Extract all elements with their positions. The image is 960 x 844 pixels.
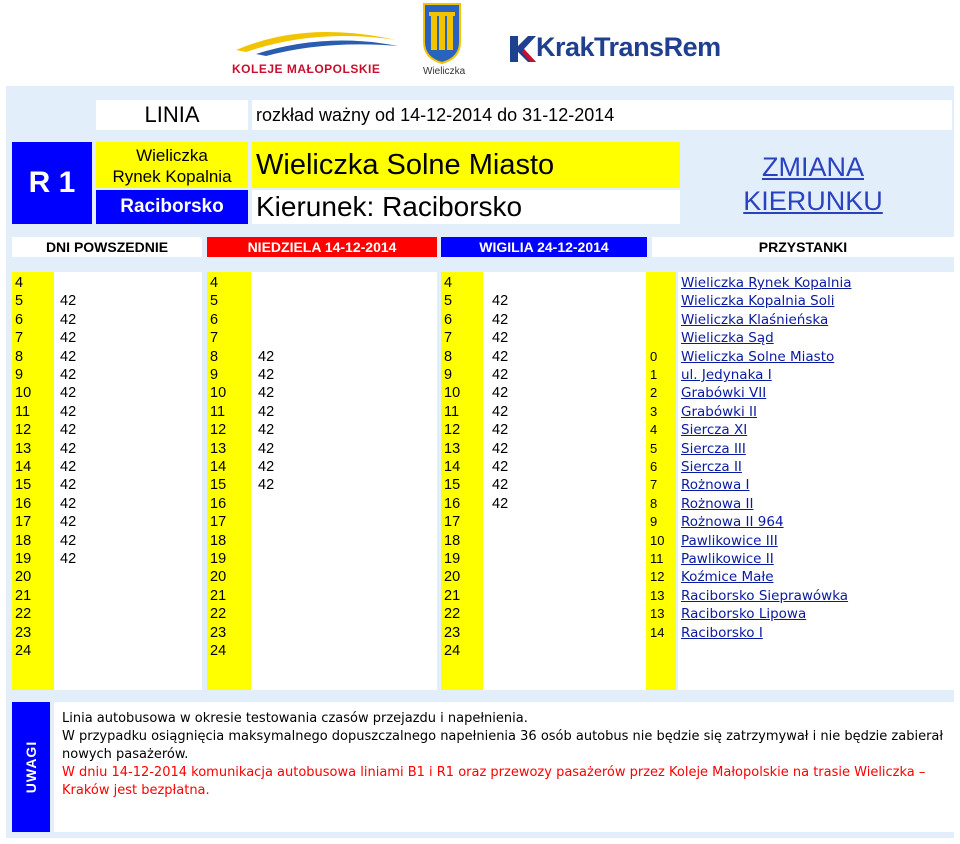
stop-link[interactable]: Wieliczka Solne Miasto	[681, 348, 835, 365]
sunday-hour: 11	[210, 403, 226, 420]
direction-text: Kierunek: Raciborsko	[252, 190, 680, 224]
sunday-hour: 15	[210, 477, 227, 494]
sunday-minute: 42	[258, 385, 275, 402]
stop-number: 2	[650, 385, 658, 401]
eve-minute: 42	[492, 440, 509, 457]
eve-hour: 8	[444, 348, 453, 365]
eve-hour: 7	[444, 330, 453, 347]
eve-hour: 18	[444, 532, 461, 549]
eve-minute: 42	[492, 348, 509, 365]
tab-weekdays[interactable]: DNI POWSZEDNIE	[12, 237, 202, 257]
sunday-hour: 10	[210, 385, 227, 402]
stop-number: 4	[650, 422, 658, 438]
sunday-hour: 7	[210, 330, 219, 347]
stop-number: 6	[650, 459, 658, 474]
stop-link[interactable]: Pawlikowice II	[681, 551, 774, 567]
stop-number: 0	[650, 348, 658, 364]
tab-stops[interactable]: PRZYSTANKI	[652, 237, 954, 257]
weekday-minute: 42	[60, 403, 77, 420]
sunday-minute: 42	[258, 459, 275, 475]
weekday-hour: 21	[15, 587, 32, 604]
stop-link[interactable]: Siercza III	[681, 440, 746, 457]
wieliczka-crest-icon	[422, 2, 462, 64]
note-line-1: Linia autobusowa w okresie testowania czasów przejazdu i napełnienia.	[62, 711, 528, 726]
weekday-minute: 42	[60, 348, 77, 365]
notes-label: UWAGI	[23, 740, 39, 794]
change-direction-line1: ZMIANA	[761, 152, 864, 182]
stop-number: 12	[650, 569, 665, 585]
linia-label: LINIA	[96, 100, 248, 130]
change-direction-link[interactable]	[728, 150, 898, 218]
weekday-hour: 10	[15, 385, 32, 402]
eve-hour: 9	[444, 367, 453, 383]
sunday-minute: 42	[258, 403, 275, 420]
stop-link[interactable]: Raciborsko I	[681, 624, 763, 641]
line-number-badge: R 1	[12, 142, 92, 224]
eve-hour: 5	[444, 293, 453, 310]
stop-number: 1	[650, 367, 658, 382]
stop-number: 5	[650, 440, 658, 456]
stop-link[interactable]: Pawlikowice III	[681, 532, 778, 549]
weekday-minute: 42	[60, 551, 77, 567]
stop-number: 13	[650, 606, 665, 622]
tab-eve[interactable]: WIGILIA 24-12-2014	[441, 237, 647, 257]
stop-name-title: Wieliczka Solne Miasto	[252, 142, 680, 188]
weekday-minute: 42	[60, 514, 77, 531]
weekday-hour: 16	[15, 495, 32, 512]
stop-link[interactable]: Grabówki VII	[681, 385, 767, 402]
eve-hour: 13	[444, 440, 461, 457]
weekday-hour: 14	[15, 459, 32, 475]
eve-hour: 19	[444, 551, 461, 567]
eve-minute: 42	[492, 403, 509, 420]
sunday-hour: 20	[210, 569, 227, 586]
eve-hour: 4	[444, 275, 453, 291]
eve-hour: 12	[444, 422, 461, 439]
weekday-minute: 42	[60, 330, 77, 347]
route-from-line2: Rynek Kopalnia	[112, 167, 232, 186]
stop-link[interactable]: Rożnowa II 964	[681, 514, 784, 531]
kraktrans-logo-text: KrakTransRem	[536, 32, 721, 62]
stop-number: 14	[650, 624, 665, 640]
stop-link[interactable]: Wieliczka Rynek Kopalnia	[681, 275, 852, 291]
weekday-hour: 9	[15, 367, 24, 383]
sunday-hour: 22	[210, 606, 227, 623]
stop-link[interactable]: Raciborsko Lipowa	[681, 606, 807, 623]
weekday-hour: 8	[15, 348, 24, 365]
sunday-minute: 42	[258, 440, 275, 457]
eve-minute: 42	[492, 495, 509, 512]
sunday-minute: 42	[258, 477, 275, 494]
eve-hour: 14	[444, 459, 461, 475]
stop-link[interactable]: Wieliczka Klaśnieńska	[681, 311, 829, 328]
stop-number: 3	[650, 403, 658, 419]
eve-hour: 20	[444, 569, 461, 586]
weekday-hour: 22	[15, 606, 32, 623]
eve-hour: 10	[444, 385, 461, 402]
eve-minute: 42	[492, 422, 509, 439]
eve-hour: 17	[444, 514, 461, 531]
weekday-hour: 5	[15, 293, 24, 310]
sunday-hour: 6	[210, 311, 219, 328]
stop-link[interactable]: Grabówki II	[681, 403, 757, 420]
sunday-hour: 19	[210, 551, 227, 567]
stop-number: 10	[650, 532, 665, 548]
eve-hour: 24	[444, 643, 461, 659]
stop-link[interactable]: Wieliczka Kopalnia Soli	[681, 293, 835, 310]
sunday-hour: 16	[210, 495, 227, 512]
weekday-hour: 23	[15, 624, 32, 641]
sunday-hour: 18	[210, 532, 227, 549]
sunday-hour: 17	[210, 514, 227, 531]
weekday-hour: 7	[15, 330, 24, 347]
wieliczka-logo-text: Wieliczka	[423, 66, 466, 77]
stop-link[interactable]: Raciborsko Sieprawówka	[681, 587, 849, 604]
tab-sunday[interactable]: NIEDZIELA 14-12-2014	[207, 237, 437, 257]
sunday-minute: 42	[258, 367, 275, 383]
stop-link[interactable]: ul. Jedynaka I	[681, 367, 772, 383]
sunday-hour: 24	[210, 643, 227, 659]
eve-hour: 15	[444, 477, 461, 494]
koleje-swoosh-icon	[226, 20, 406, 60]
sunday-hour: 5	[210, 293, 219, 310]
weekday-minute: 42	[60, 311, 77, 328]
eve-minute: 42	[492, 459, 509, 475]
notes-label-box	[12, 702, 50, 832]
sunday-hour: 23	[210, 624, 227, 641]
sunday-minute: 42	[258, 422, 275, 439]
sunday-hour: 13	[210, 440, 227, 457]
weekday-minute: 42	[60, 477, 77, 494]
route-from	[96, 142, 248, 188]
eve-minute: 42	[492, 293, 509, 310]
sunday-hour: 21	[210, 587, 227, 604]
stop-link[interactable]: Siercza XI	[681, 422, 748, 439]
weekday-hour: 17	[15, 514, 32, 531]
weekday-hour: 24	[15, 643, 32, 659]
stop-number: 11	[650, 551, 664, 566]
sunday-minute: 42	[258, 348, 275, 365]
note-line-3: W dniu 14-12-2014 komunikacja autobusowa liniami B1 i R1 oraz przewozy pasażerów przez Koleje Małopolskie na trasie Wieliczka – Kraków jest bezpłatna.	[62, 765, 926, 798]
stop-link[interactable]: Rożnowa I	[681, 477, 750, 494]
weekday-hour: 18	[15, 532, 32, 549]
weekday-minute: 42	[60, 367, 77, 383]
sunday-hour: 4	[210, 275, 219, 291]
logo-strip	[0, 0, 960, 84]
weekday-minutes-column	[54, 272, 202, 690]
sunday-hour: 9	[210, 367, 219, 383]
weekday-minute: 42	[60, 532, 77, 549]
weekday-minute: 42	[60, 495, 77, 512]
eve-hour: 23	[444, 624, 461, 641]
koleje-logo-text: KOLEJE MAŁOPOLSKIE	[232, 62, 381, 76]
stop-number: 13	[650, 587, 665, 603]
route-to: Raciborsko	[96, 190, 248, 224]
stop-link[interactable]: Koźmice Małe	[681, 569, 774, 586]
eve-hour: 11	[444, 403, 460, 420]
eve-minute: 42	[492, 367, 509, 383]
stop-link[interactable]: Rożnowa II	[681, 495, 754, 512]
notes-box	[54, 702, 954, 832]
weekday-hour: 11	[15, 403, 31, 420]
kraktrans-k-icon	[508, 34, 538, 64]
eve-minute: 42	[492, 311, 509, 328]
sunday-hour: 14	[210, 459, 227, 475]
change-direction-line2: KIERUNKU	[743, 186, 883, 216]
weekday-hour: 12	[15, 422, 32, 439]
weekday-minute: 42	[60, 459, 77, 475]
weekday-hour: 13	[15, 440, 32, 457]
eve-hour: 22	[444, 606, 461, 623]
sunday-hour: 12	[210, 422, 227, 439]
weekday-hour: 19	[15, 551, 32, 567]
eve-minute: 42	[492, 330, 509, 347]
route-from-line1: Wieliczka	[136, 146, 208, 165]
weekday-hour: 20	[15, 569, 32, 586]
note-line-2: W przypadku osiągnięcia maksymalnego dopuszczalnego napełnienia 36 osób autobus nie będzie się zatrzymywał i nie będzie zabierał nowych pasażerów.	[62, 729, 944, 762]
eve-minute: 42	[492, 477, 509, 494]
weekday-hour: 4	[15, 275, 24, 291]
weekday-hour: 6	[15, 311, 24, 328]
stop-link[interactable]: Wieliczka Sąd	[681, 330, 774, 347]
eve-hour: 21	[444, 587, 461, 604]
sunday-hour: 8	[210, 348, 219, 365]
weekday-minute: 42	[60, 440, 77, 457]
stop-number: 8	[650, 495, 658, 511]
weekday-minute: 42	[60, 422, 77, 439]
eve-hour: 6	[444, 311, 453, 328]
stop-number: 7	[650, 477, 658, 493]
eve-minute: 42	[492, 385, 509, 402]
validity-text: rozkład ważny od 14-12-2014 do 31-12-2014	[252, 100, 952, 130]
eve-hour: 16	[444, 495, 461, 512]
sunday-minutes-column	[251, 272, 437, 690]
weekday-hour: 15	[15, 477, 32, 494]
weekday-minute: 42	[60, 293, 77, 310]
stop-link[interactable]: Siercza II	[681, 459, 742, 475]
stop-number: 9	[650, 514, 658, 530]
weekday-minute: 42	[60, 385, 77, 402]
